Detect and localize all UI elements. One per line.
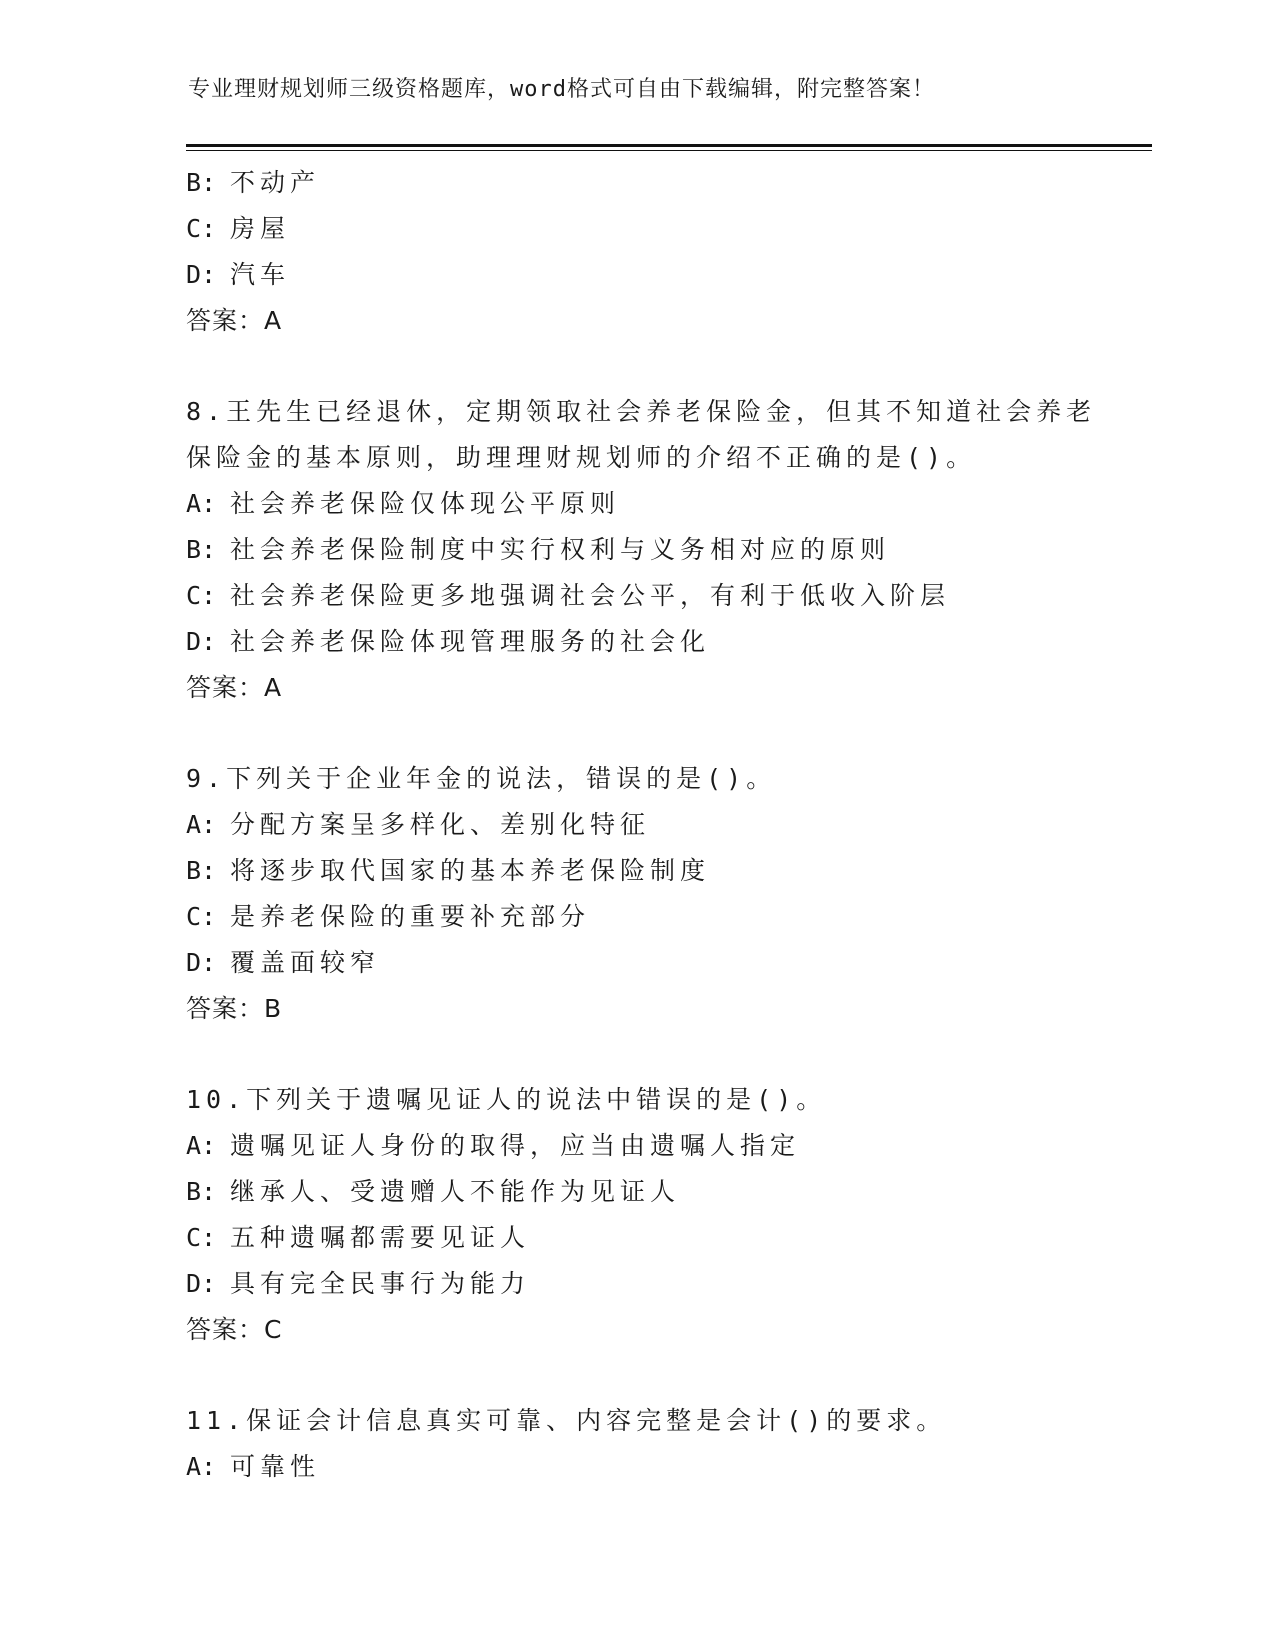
question-stem: 11.保证会计信息真实可靠、内容完整是会计()的要求。 [186, 1406, 947, 1435]
option-label: C: [186, 902, 217, 931]
option-label: C: [186, 214, 217, 243]
option-text: 汽车 [230, 260, 291, 289]
option-label: A: [186, 1131, 217, 1160]
question-stem: 10.下列关于遗嘱见证人的说法中错误的是()。 [186, 1085, 827, 1114]
option-label: B: [186, 168, 217, 197]
option-text: 遗嘱见证人身份的取得，应当由遗嘱人指定 [230, 1131, 801, 1160]
question-stem: 8.王先生已经退休，定期领取社会养老保险金，但其不知道社会养老 [186, 397, 1097, 426]
option-c [186, 1215, 1146, 1261]
option-label: A: [186, 1452, 217, 1481]
option-label: C: [186, 1223, 217, 1252]
spacer [186, 1353, 1146, 1398]
option-c [186, 894, 1146, 940]
question-10 [186, 1077, 1146, 1353]
option-b [186, 160, 1146, 206]
option-label: A: [186, 810, 217, 839]
option-a [186, 1123, 1146, 1169]
option-label: B: [186, 1177, 217, 1206]
spacer [186, 1032, 1146, 1077]
page-header: 专业理财规划师三级资格题库，word格式可自由下载编辑，附完整答案！ [188, 77, 935, 102]
option-d [186, 619, 1146, 665]
option-d [186, 252, 1146, 298]
option-a [186, 802, 1146, 848]
answer-line: 答案：A [186, 306, 283, 335]
option-text: 分配方案呈多样化、差别化特征 [230, 810, 651, 839]
header-rule-thick [186, 144, 1152, 147]
question-11 [186, 1398, 1146, 1490]
spacer [186, 711, 1146, 756]
option-label: D: [186, 948, 217, 977]
option-label: D: [186, 627, 217, 656]
answer-line: 答案：A [186, 673, 283, 702]
option-a [186, 481, 1146, 527]
question-content [186, 160, 1146, 1490]
option-text: 将逐步取代国家的基本养老保险制度 [230, 856, 711, 885]
answer-line: 答案：C [186, 1315, 283, 1344]
option-label: C: [186, 581, 217, 610]
option-text: 房屋 [230, 214, 291, 243]
option-text: 社会养老保险仅体现公平原则 [230, 489, 621, 518]
option-label: D: [186, 260, 217, 289]
option-d [186, 940, 1146, 986]
option-b [186, 527, 1146, 573]
option-b [186, 1169, 1146, 1215]
option-d [186, 1261, 1146, 1307]
option-text: 可靠性 [230, 1452, 321, 1481]
option-text: 社会养老保险体现管理服务的社会化 [230, 627, 711, 656]
spacer [186, 344, 1146, 389]
question-8 [186, 389, 1146, 711]
question-9 [186, 756, 1146, 1032]
option-a [186, 1444, 1146, 1490]
option-c [186, 206, 1146, 252]
carryover-block [186, 160, 1146, 344]
option-label: B: [186, 856, 217, 885]
option-text: 社会养老保险制度中实行权利与义务相对应的原则 [230, 535, 891, 564]
option-text: 继承人、受遗赠人不能作为见证人 [230, 1177, 681, 1206]
option-text: 不动产 [230, 168, 321, 197]
option-b [186, 848, 1146, 894]
question-stem: 9.下列关于企业年金的说法，错误的是()。 [186, 764, 777, 793]
answer-line: 答案：B [186, 994, 283, 1023]
option-text: 五种遗嘱都需要见证人 [230, 1223, 531, 1252]
option-label: D: [186, 1269, 217, 1298]
option-text: 覆盖面较窄 [230, 948, 381, 977]
option-c [186, 573, 1146, 619]
option-text: 社会养老保险更多地强调社会公平，有利于低收入阶层 [230, 581, 951, 610]
option-label: A: [186, 489, 217, 518]
option-text: 具有完全民事行为能力 [230, 1269, 531, 1298]
option-text: 是养老保险的重要补充部分 [230, 902, 591, 931]
header-rule-thin [186, 150, 1152, 151]
question-stem: 保险金的基本原则，助理理财规划师的介绍不正确的是()。 [186, 443, 977, 472]
option-label: B: [186, 535, 217, 564]
